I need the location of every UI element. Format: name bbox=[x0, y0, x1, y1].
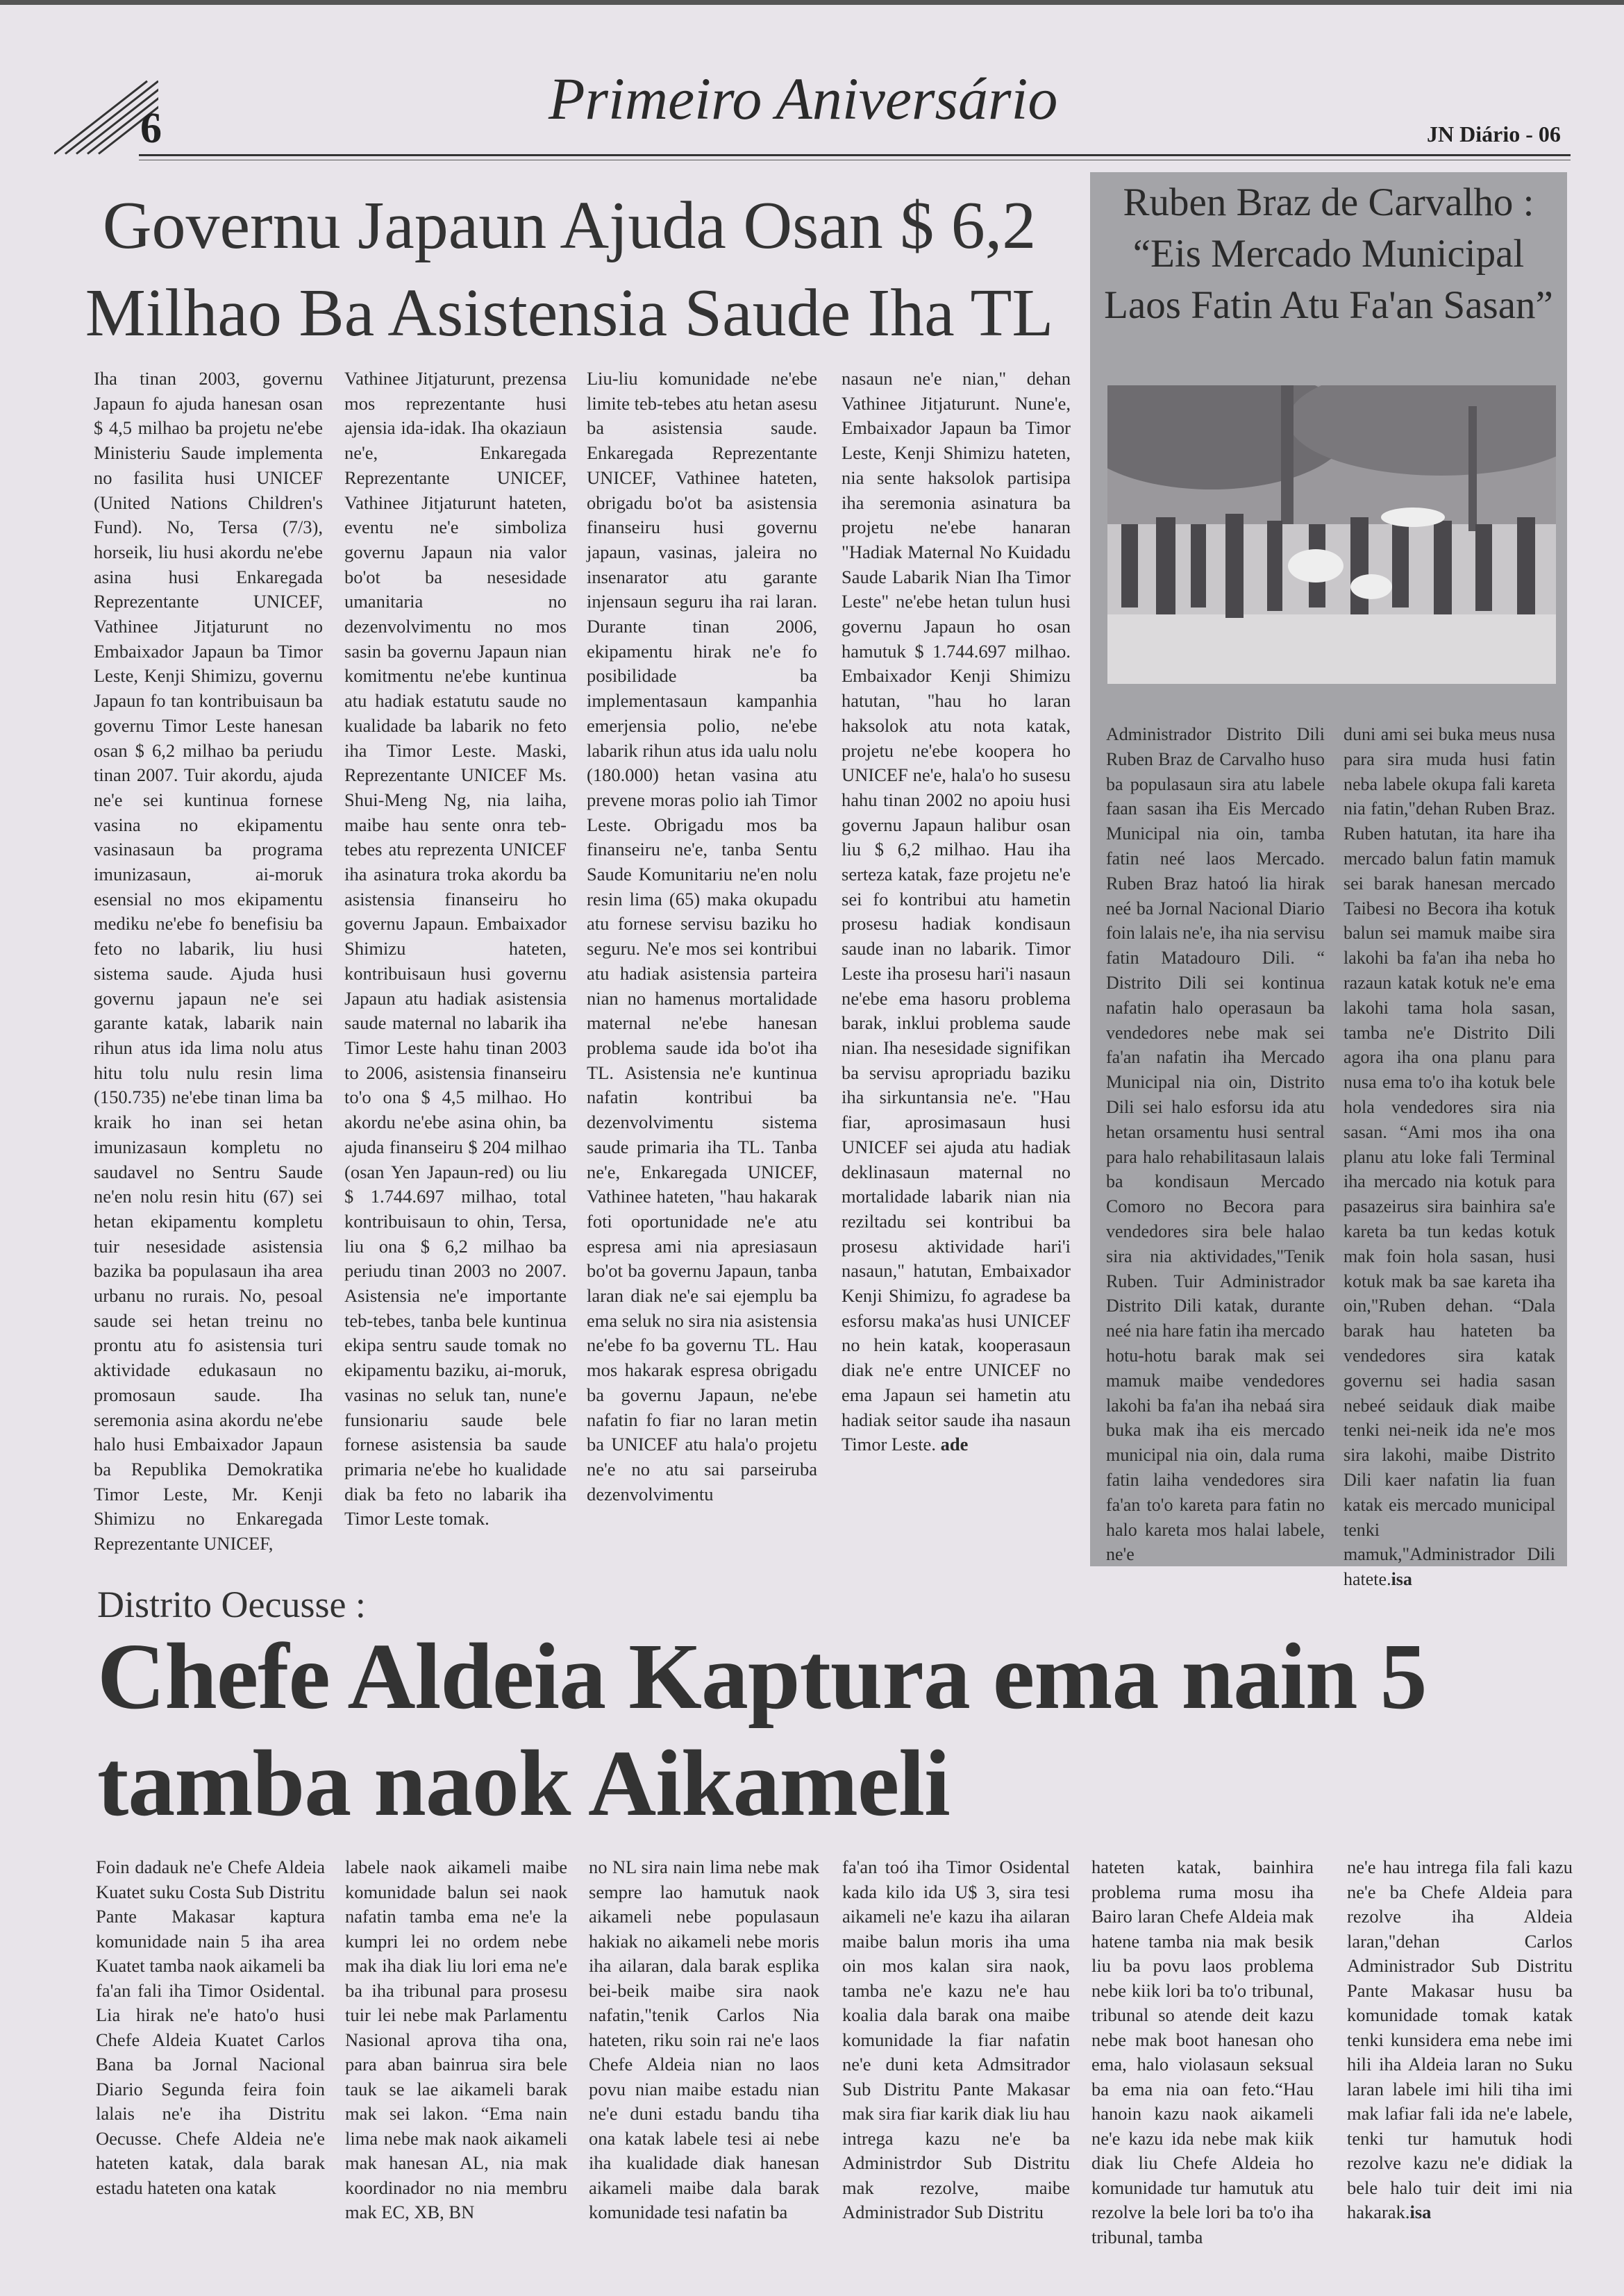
article1-column-4 bbox=[842, 367, 1071, 1457]
page-number: 6 bbox=[140, 105, 162, 152]
header-rule bbox=[139, 154, 1571, 156]
article2-headline: Chefe Aldeia Kaptura ema nain 5 tamba naok Aikameli bbox=[97, 1625, 1427, 1836]
article2-signature: isa bbox=[1409, 2202, 1432, 2222]
top-rule bbox=[0, 0, 1624, 5]
sidebar-column-1 bbox=[1106, 722, 1325, 1567]
article2-text-3: no NL sira nain lima nebe mak sempre lao hamutuk naok aikameli nebe populasaun hakiak no aikameli nebe moris iha ailaran, dala barak esplika bei-beik maibe sira naok nafatin,"tenik Carlos Nia hateten, riku soin rai ne'e laos Chefe Aldeia nian no laos povu nian maibe estadu nian ne'e duni estadu bandu tiha ona katak labele tesi ai nebe iha kualidade diak hanesan aikameli maibe dala barak komunidade tesi nafatin ba bbox=[589, 1857, 819, 2222]
article2-text-6: ne'e hau intrega fila fali kazu ne'e ba Chefe Aldeia para rezolve iha Aldeia laran,"dehan Carlos Administrador Sub Distritu Pante Makasar husu ba komunidade tomak katak tenki kunsidera ema nebe imi hili iha Aldeia laran no Suku laran labele imi hili tiha imi mak lafiar fali ida ne'e labele, tenki tur hamutuk hodi rezolve kazu ne'e didiak la bele halo tuir deit imi nia hakarak. bbox=[1347, 1857, 1573, 2222]
article1-text-1: Iha tinan 2003, governu Japaun fo ajuda hanesan osan $ 4,5 milhao ba projetu ne'ebe Ministeriu Saude implementa no fasilita husi UNICEF (United Nations Children's Fund). No, Tersa (7/3), horseik, liu husi akordu ne'ebe asina husi Enkaregada Reprezentante UNICEF, Vathinee Jitjaturunt no Embaixador Japaun ba Timor Leste, Kenji Shimizu, governu Japaun fo tan kontribuisaun ba governu Timor Leste hanesan osan $ 6,2 milhao ba periudu tinan 2007. Tuir akordu, ajuda ne'e sei kuntinua fornese vasina no ekipamentu vasinasaun ba programa imunizasaun, ai-moruk esensial no mos ekipamentu mediku ne'ebe fo benefisiu ba feto no labarik, liu husi sistema saude. Ajuda husi governu japaun ne'e sei garante katak, labarik nain rihun atus ida lima nolu atus hitu tolu nulu resin lima (150.735) ne'ebe tinan lima ba kraik ho inan sei hetan imunizasaun kompletu no saudavel no Sentru Saude ne'en nolu resin hitu (67) sei hetan ekipamentu kompletu tuir nesesidade asistensia bazika ba populasaun iha area urbanu no rurais. No, pesoal saude sei hetan treinu no prontu atu fo asistensia turi aktividade edukasaun no promosaun saude. Iha seremonia asina akordu ne'ebe halo husi Embaixador Japaun ba Republika Demokratika Timor Leste, Mr. Kenji Shimizu no Enkaregada Reprezentante UNICEF, bbox=[94, 368, 323, 1555]
sidebar-column-2 bbox=[1343, 722, 1555, 1592]
article1-text-4: nasaun ne'e nian," dehan Vathinee Jitjaturunt. Nune'e, Embaixador Japaun ba Timor Leste, Kenji Shimizu hateten, nia sente haksolok partisipa iha seremonia asinatura ba projetu ne'ebe hanaran "Hadiak Maternal No Kuidadu Saude Labarik Nian Iha Timor Leste" ne'ebe hetan tulun husi governu Japaun ho osan hamutuk $ 1.744.697 milhao. Embaixador Kenji Shimizu hatutan, "hau ho laran haksolok atu nota katak, projetu ne'ebe koopera ho UNICEF ne'e, hala'o ho susesu hahu tinan 2002 no apoiu husi governu Japaun halibur osan liu $ 6,2 milhao. Hau iha serteza katak, faze projetu ne'e sei fo kontribui atu hametin prosesu hadiak kondisaun saude inan no labarik. Timor Leste iha prosesu hari'i nasaun ne'ebe ema hasoru problema barak, inklui problema saude nian. Iha nesesidade signifikan ba servisu apropriadu baziku iha sirkuntansia ne'e. "Hau fiar, aprosimasaun husi UNICEF sei ajuda atu hadiak deklinasaun maternal no mortalidade labarik nian nia reziltadu sei kontribui ba prosesu aktividade hari'i nasaun," hatutan, Embaixador Kenji Shimizu, fo agradese ba esforsu maka'as husi UNICEF no hein katak, kooperasaun diak ne'e entre UNICEF no ema Japaun sei hametin atu hadiak seitor saude iha nasaun Timor Leste. bbox=[842, 368, 1071, 1455]
article1-column-1 bbox=[94, 367, 323, 1557]
article2-column-3 bbox=[589, 1855, 819, 2225]
market-photo bbox=[1107, 385, 1556, 684]
article1-column-3 bbox=[587, 367, 817, 1507]
article2-column-1 bbox=[96, 1855, 325, 2200]
article2-column-2 bbox=[345, 1855, 567, 2225]
article2-text-2: labele naok aikameli maibe komunidade balun sei naok nafatin tamba ema ne'e la kumpri lei no ordem nebe mak iha diak liu lori ema ne'e ba iha tribunal para prosesu tuir lei nebe mak Parlamentu Nasional aprova tiha ona, para aban bainrua sira bele tauk se lae aikameli barak mak sei lakon. “Ema nain lima nebe mak naok aikameli mak hanesan AL, nia mak koordinador no nia membru mak EC, XB, BN bbox=[345, 1857, 567, 2222]
edition-label: JN Diário - 06 bbox=[1427, 121, 1561, 146]
sidebar-text-1: Administrador Distrito Dili Ruben Braz de Carvalho huso ba populasaun sira atu labele faan sasan iha Eis Mercado Municipal nia oin, tamba fatin neé laos Mercado. Ruben Braz hatoó lia hirak neé ba Jornal Nacional Diario foin lalais ne'e, iha nia servisu fatin Matadouro Dili. “ Distrito Dili sei kontinua nafatin halo operasaun ba vendedores nebe mak sei fa'an nafatin iha Mercado Municipal nia oin, Distrito Dili sei halo esforsu ida atu hetan orsamentu husi sentral para halo rehabilitasaun lalais ba kondisaun Mercado Comoro no Becora para vendedores sira bele halao sira nia aktividades,"Tenik Ruben. Tuir Administrador Distrito Dili katak, durante neé nia hare fatin iha mercado hotu-hotu barak mak sei mamuk maibe vendedores lakohi ba fa'an iha nebaá sira buka mak iha eis mercado municipal nia oin, dala ruma fatin laiha vendedores sira fa'an to'o kareta para fatin no halo kareta mos halai labele, ne'e bbox=[1106, 724, 1325, 1565]
article1-text-3: Liu-liu komunidade ne'ebe limite teb-tebes atu hetan asesu ba asistensia saude. Enkaregada Reprezentante UNICEF, Vathinee hateten, obrigadu bo'ot ba asistensia finanseiru husi governu japaun, vasinas, jaleira no insenarator atu garante injensaun seguru iha rai laran. Durante tinan 2006, ekipamentu hirak ne'e fo posibilidade ba implementasaun kampanhia emerjensia polio, ne'ebe labarik rihun atus ida ualu nolu (180.000) hetan vasina atu prevene moras polio iah Timor Leste. Obrigadu mos ba finanseiru ne'e, tanba Sentu Saude Komunitariu ne'en nolu resin lima (65) maka okupadu atu fornese servisu baziku ho seguru. Ne'e mos sei kontribui atu hadiak asistensia parteira nian no hamenus mortalidade maternal ne'ebe hanesan problema saude ida bo'ot iha TL. Asistensia ne'e kuntinua nafatin kontribui ba dezenvolvimentu sistema saude primaria iha TL. Tanba ne'e, Enkaregada UNICEF, Vathinee hateten, "hau hakarak foti oportunidade ne'e atu espresa ami nia apresiasaun bo'ot ba governu Japaun, tanba laran diak ne'e sai ejemplu ba ema seluk no sira nia asistensia ne'ebe fo ba governu TL. Hau mos hakarak espresa obrigadu ba governu Japaun, ne'ebe nafatin fo fiar no laran metin ba UNICEF atu hala'o projetu ne'e no atu sai parseiruba dezenvolvimentu bbox=[587, 368, 817, 1505]
article2-text-4: fa'an toó iha Timor Osidental kada kilo ida U$ 3, sira tesi aikameli ne'e kazu iha ailaran maibe balun moris iha uma oin mos kalan sira naok, tamba ne'e kazu ne'e hau koalia dala barak ona maibe komunidade la fiar nafatin ne'e duni keta Admsitrador Sub Distritu Pante Makasar mak sira fiar karik diak liu hau intrega kazu ne'e ba Administrdor Sub Distritu mak rezolve, maibe Administrador Sub Distritu bbox=[842, 1857, 1070, 2222]
article1-column-2 bbox=[344, 367, 567, 1532]
article2-column-4 bbox=[842, 1855, 1070, 2225]
article2-text-5: hateten katak, bainhira problema ruma mosu iha Bairo laran Chefe Aldeia mak hatene tamba nia mak besik liu ba povu laos problema nebe kiik lori ba to'o tribunal, tribunal so atende deit kazu nebe mak boot hanesan oho ema, halo violasaun seksual ba ema nia oan feto.“Hau hanoin kazu naok aikameli ne'e kazu ida nebe mak kiik diak liu Chefe Aldeia ho komunidade tur hamutuk atu rezolve la bele lori ba to'o iha tribunal, tamba bbox=[1091, 1857, 1314, 2247]
article1-headline: Governu Japaun Ajuda Osan $ 6,2 Milhao Ba Asistensia Saude Iha TL bbox=[85, 188, 1054, 351]
article2-column-6 bbox=[1347, 1855, 1573, 2225]
market-photo-icon bbox=[1107, 385, 1556, 684]
article2-text-1: Foin dadauk ne'e Chefe Aldeia Kuatet suku Costa Sub Distritu Pante Makasar kaptura komunidade nain 5 iha area Kuatet tamba naok aikameli ba fa'an fali iha Timor Osidental. Lia hirak ne'e hato'o husi Chefe Aldeia Kuatet Carlos Bana ba Jornal Nacional Diario Segunda feira foin lalais ne'e iha Distritu Oecusse. Chefe Aldeia ne'e hateten katak, dala barak estadu hateten ona katak bbox=[96, 1857, 325, 2198]
section-title: Primeiro Aniversário bbox=[549, 65, 1058, 132]
article1-signature: ade bbox=[940, 1434, 969, 1455]
sidebar-headline: Ruben Braz de Carvalho : “Eis Mercado Municipal Laos Fatin Atu Fa'an Sasan” bbox=[1104, 181, 1553, 327]
article2-kicker: Distrito Oecusse : bbox=[97, 1584, 366, 1625]
article1-text-2: Vathinee Jitjaturunt, prezensa mos reprezentante husi ajensia ida-idak. Iha okaziaun ne'e, Enkaregada Reprezentante UNICEF, Vathinee Jitjaturunt hateten, eventu ne'e simboliza governu Japaun nia valor bo'ot ba nesesidade umanitaria no dezenvolvimentu no mos sasin ba governu Japaun nian komitmentu ne'ebe kuntinua atu hadiak estatutu saude no kualidade ba labarik no feto iha Timor Leste. Maski, Reprezentante UNICEF Ms. Shui-Meng Ng, nia laiha, maibe hau sente onra teb-tebes atu reprezenta UNICEF iha asinatura troka akordu ba asistensia finanseiru ho governu Japaun. Embaixador Shimizu hateten, kontribuisaun husi governu Japaun atu hadiak asistensia saude maternal no labarik iha Timor Leste hahu tinan 2003 to 2006, asistensia finanseiru to'o ona $ 4,5 milhao. Ho akordu ne'ebe asina ohin, ba ajuda finanseiru $ 204 milhao (osan Yen Japaun-red) ou liu $ 1.744.697 milhao, total kontribuisaun to ohin, Tersa, liu ona $ 6,2 milhao ba periudu tinan 2003 no 2007. Asistensia ne'e importante teb-tebes, tanba bele kuntinua ekipa sentru saude tomak no ekipamentu baziku, ai-moruk, vasinas no seluk tan, nune'e funsionariu saude bele fornese asistensia ba saude primaria ne'ebe ho kualidade diak ba feto no labarik iha Timor Leste tomak. bbox=[344, 368, 567, 1530]
sidebar-signature: isa bbox=[1391, 1569, 1412, 1590]
article2-column-5 bbox=[1091, 1855, 1314, 2249]
sidebar-text-2: duni ami sei buka meus nusa para sira muda husi fatin neba labele okupa fali kareta nia fatin,"dehan Ruben Braz. Ruben hatutan, ita hare iha mercado balun fatin mamuk sei barak hanesan mercado Taibesi no Becora iha kotuk balun sei mamuk maibe sira lakohi ba fa'an iha neba ho razaun katak kotuk ne'e ema lakohi tama hola sasan, tamba ne'e Distrito Dili agora iha ona planu para nusa ema to'o iha kotuk bele hola vendedores sira nia sasan. “Ami mos iha ona planu atu loke fali Terminal iha mercado nia kotuk para pasazeirus sira bainhira sa'e kareta ba tun kedas kotuk mak foin hola sasan, husi kotuk mak ba sae kareta iha oin,"Ruben dehan. “Dala barak hau hateten ba vendedores sira katak governu sei hadia sasan nebeé seidauk diak maibe tenki nei-neik ida ne'e mos sira lakohi, maibe Distrito Dili kaer nafatin lia fuan katak eis mercado municipal tenki mamuk,"Administrador Dili hatete. bbox=[1343, 724, 1555, 1590]
